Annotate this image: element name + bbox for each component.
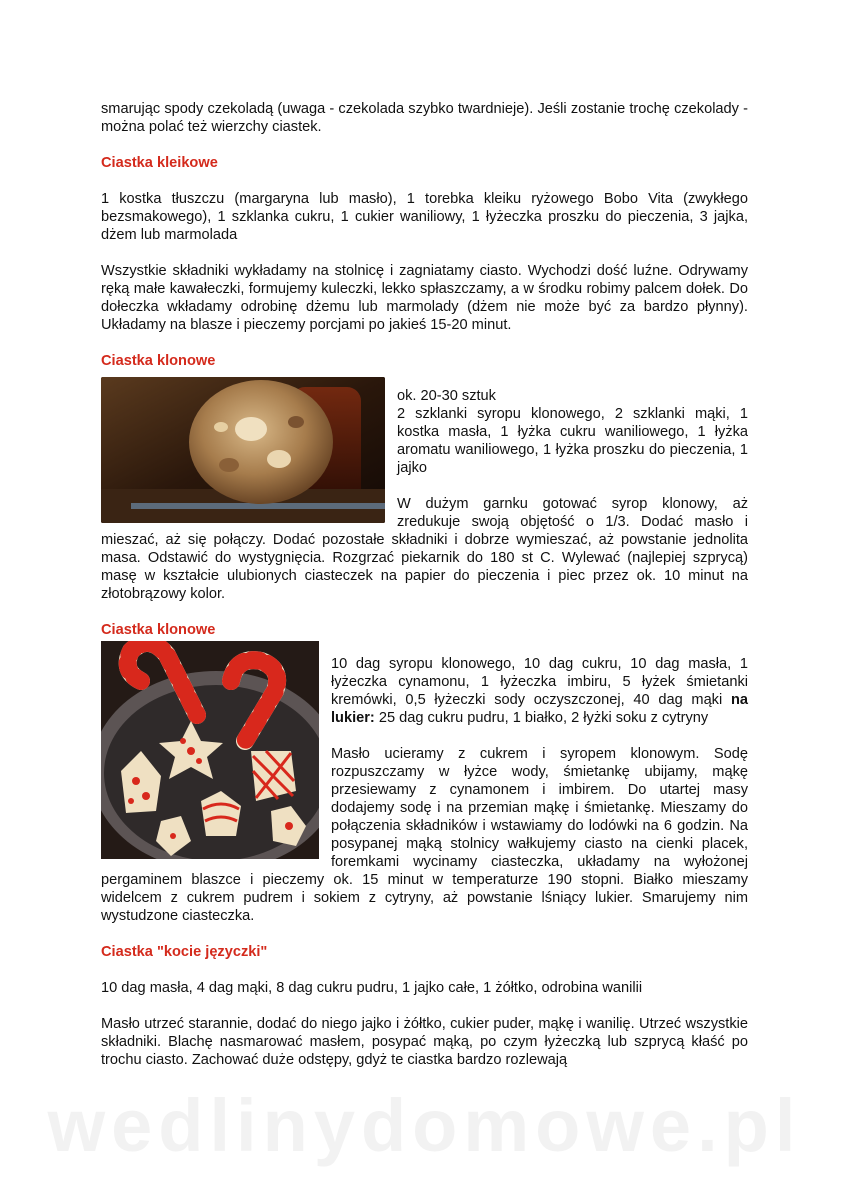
recipe-method: Masło ucieramy z cukrem i syropem klonowym. Sodę rozpuszczamy w łyżce wody, śmietankę ubijamy, mąkę przesiewamy z cynamonem i imbirem. Do utartej masy dodajemy sodę i na przemian mąkę i śmietankę. Mieszamy do połączenia składników i wstawiamy do lodówki na 6 godzin. Na posypanej mąką stolnicy wałkujemy ciasto na cienki placek, foremkami wycinamy ciasteczka, układamy na wyłożonej pergaminem blaszce i pieczemy ok. 15 minut w temperaturze 190 stopni. Białko mieszamy widelcem z cukrem pudrem i sokiem z cytryny, aż powstanie lśniący lukier. Smarujemy nim wystudzone ciasteczka. [101, 746, 748, 924]
recipe-ingredients: 10 dag syropu klonowego, 10 dag cukru, 10 dag masła, 1 łyżeczka cynamonu, 1 łyżeczka imbiru, 5 łyżek śmietanki kremówki, 0,5 łyżeczki sody oczyszczonej, 40 dag mąki [331, 656, 748, 708]
icing-ingredients: 25 dag cukru pudru, 1 białko, 2 łyżki soku z cytryny [378, 710, 709, 726]
recipe-ingredients: 1 kostka tłuszczu (margaryna lub masło), 1 torebka kleiku ryżowego Bobo Vita (zwykłego bezsmakowego), 1 szklanka cukru, 1 cukier waniliowy, 1 łyżeczka proszku do pieczenia, 3 jajka, dżem lub marmolada [101, 191, 748, 243]
recipe-title-kocie-jezyczki: Ciastka "kocie języczki" [101, 944, 268, 960]
recipe-yield: ok. 20-30 sztuk [397, 388, 496, 404]
recipe-ingredients: 2 szklanki syropu klonowego, 2 szklanki mąki, 1 kostka masła, 1 łyżka cukru waniliowego, 1 łyżka aromatu waniliowego, 1 łyżka proszku do pieczenia, 1 jajko [397, 406, 748, 476]
recipe-title-klonowe-2: Ciastka klonowe [101, 622, 216, 638]
recipe-method: W dużym garnku gotować syrop klonowy, aż zredukuje swoją objętość o 1/3. Dodać masło i mieszać, aż się połączy. Dodać pozostałe składniki i dobrze wymieszać, aż powstanie jednolita masa. Odstawić do wystygnięcia. Rozgrzać piekarnik do 180 st C. Wylewać (najlepiej szprycą) masę w kształcie ulubionych ciasteczek na papier do pieczenia i piec przez ok. 10 minut na złotobrązowy kolor. [101, 496, 748, 602]
iced-cookies-photo [101, 641, 319, 859]
document-page [101, 100, 748, 1069]
intro-paragraph: smarując spody czekoladą (uwaga - czekolada szybko twardnieje). Jeśli zostanie trochę czekolady - można polać też wierzchy ciastek. [101, 101, 748, 135]
maple-cookie-photo [101, 377, 385, 523]
recipe-method: Wszystkie składniki wykładamy na stolnicę i zagniatamy ciasto. Wychodzi dość luźne. Odrywamy ręką małe kawałeczki, formujemy kuleczki, lekko spłaszczamy, a w środku robimy palcem dołek. Do dołeczka wkładamy odrobinę dżemu lub marmolady (dżem nie może być za bardzo płynny). Układamy na blasze i pieczemy porcjami po jakieś 15-20 minut. [101, 263, 748, 333]
recipe-method: Masło utrzeć starannie, dodać do niego jajko i żółtko, cukier puder, mąkę i wanilię. Utrzeć wszystkie składniki. Blachę nasmarować masłem, posypać mąką, po czym łyżeczką lub szprycą kłaść po trochu ciasto. Zachować duże odstępy, gdyż te ciastka bardzo rozlewają [101, 1016, 748, 1068]
recipe-title-kleikowe: Ciastka kleikowe [101, 155, 218, 171]
watermark: wedlinydomowe.pl [47, 1084, 802, 1167]
icing-label: na lukier: [331, 692, 748, 726]
recipe-title-klonowe-1: Ciastka klonowe [101, 353, 216, 369]
recipe-ingredients: 10 dag masła, 4 dag mąki, 8 dag cukru pudru, 1 jajko całe, 1 żółtko, odrobina wanilii [101, 980, 643, 996]
